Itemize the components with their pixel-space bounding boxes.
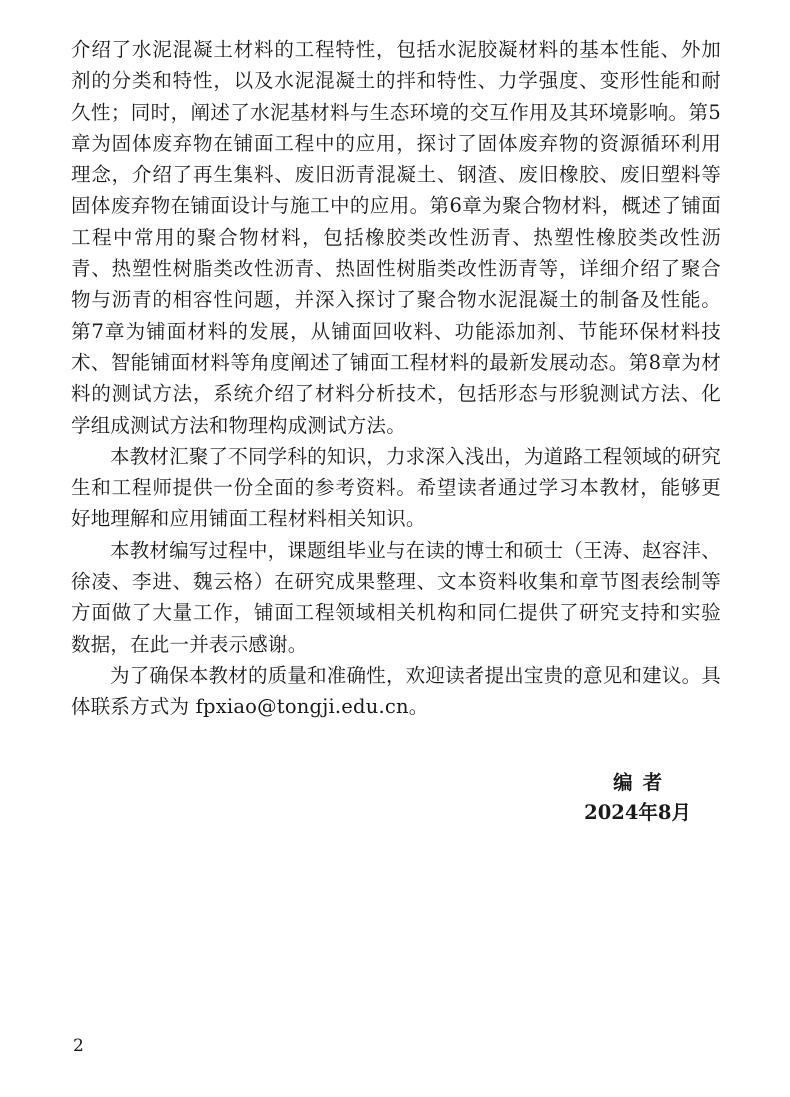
document-body bbox=[71, 34, 721, 723]
body-paragraph-1: 介绍了水泥混凝土材料的工程特性，包括水泥胶凝材料的基本性能、外加剂的分类和特性，以及水泥混凝土的拌和特性、力学强度、变形性能和耐久性；同时，阐述了水泥基材料与生态环境的交互作用及其环境影响。第5章为固体废弃物在铺面工程中的应用，探讨了固体废弃物的资源循环利用理念，介绍了再生集料、废旧沥青混凝土、钢渣、废旧橡胶、废旧塑料等固体废弃物在铺面设计与施工中的应用。第6章为聚合物材料，概述了铺面工程中常用的聚合物材料，包括橡胶类改性沥青、热塑性橡胶类改性沥青、热塑性树脂类改性沥青、热固性树脂类改性沥青等，详细介绍了聚合物与沥青的相容性问题，并深入探讨了聚合物水泥混凝土的制备及性能。第7章为铺面材料的发展，从铺面回收料、功能添加剂、节能环保材料技术、智能铺面材料等角度阐述了铺面工程材料的最新发展动态。第8章为材料的测试方法，系统介绍了材料分析技术，包括形态与形貌测试方法、化学组成测试方法和物理构成测试方法。 bbox=[71, 38, 721, 437]
page-number: 2 bbox=[73, 1036, 84, 1056]
body-paragraph-3: 本教材编写过程中，课题组毕业与在读的博士和硕士（王涛、赵容沣、徐凌、李进、魏云格）在研究成果整理、文本资料收集和章节图表绘制等方面做了大量工作，铺面工程领域相关机构和同仁提供了研究支持和实验数据，在此一并表示感谢。 bbox=[71, 538, 721, 656]
signature-block bbox=[584, 768, 691, 828]
signature-date: 2024年8月 bbox=[584, 801, 691, 824]
body-paragraph-4: 为了确保本教材的质量和准确性，欢迎读者提出宝贵的意见和建议。具体联系方式为 fpxiao@tongji.edu.cn。 bbox=[71, 663, 721, 719]
signature-author: 编者 bbox=[613, 771, 673, 794]
body-paragraph-2: 本教材汇聚了不同学科的知识，力求深入浅出，为道路工程领域的研究生和工程师提供一份全面的参考资料。希望读者通过学习本教材，能够更好地理解和应用铺面工程材料相关知识。 bbox=[71, 444, 721, 531]
